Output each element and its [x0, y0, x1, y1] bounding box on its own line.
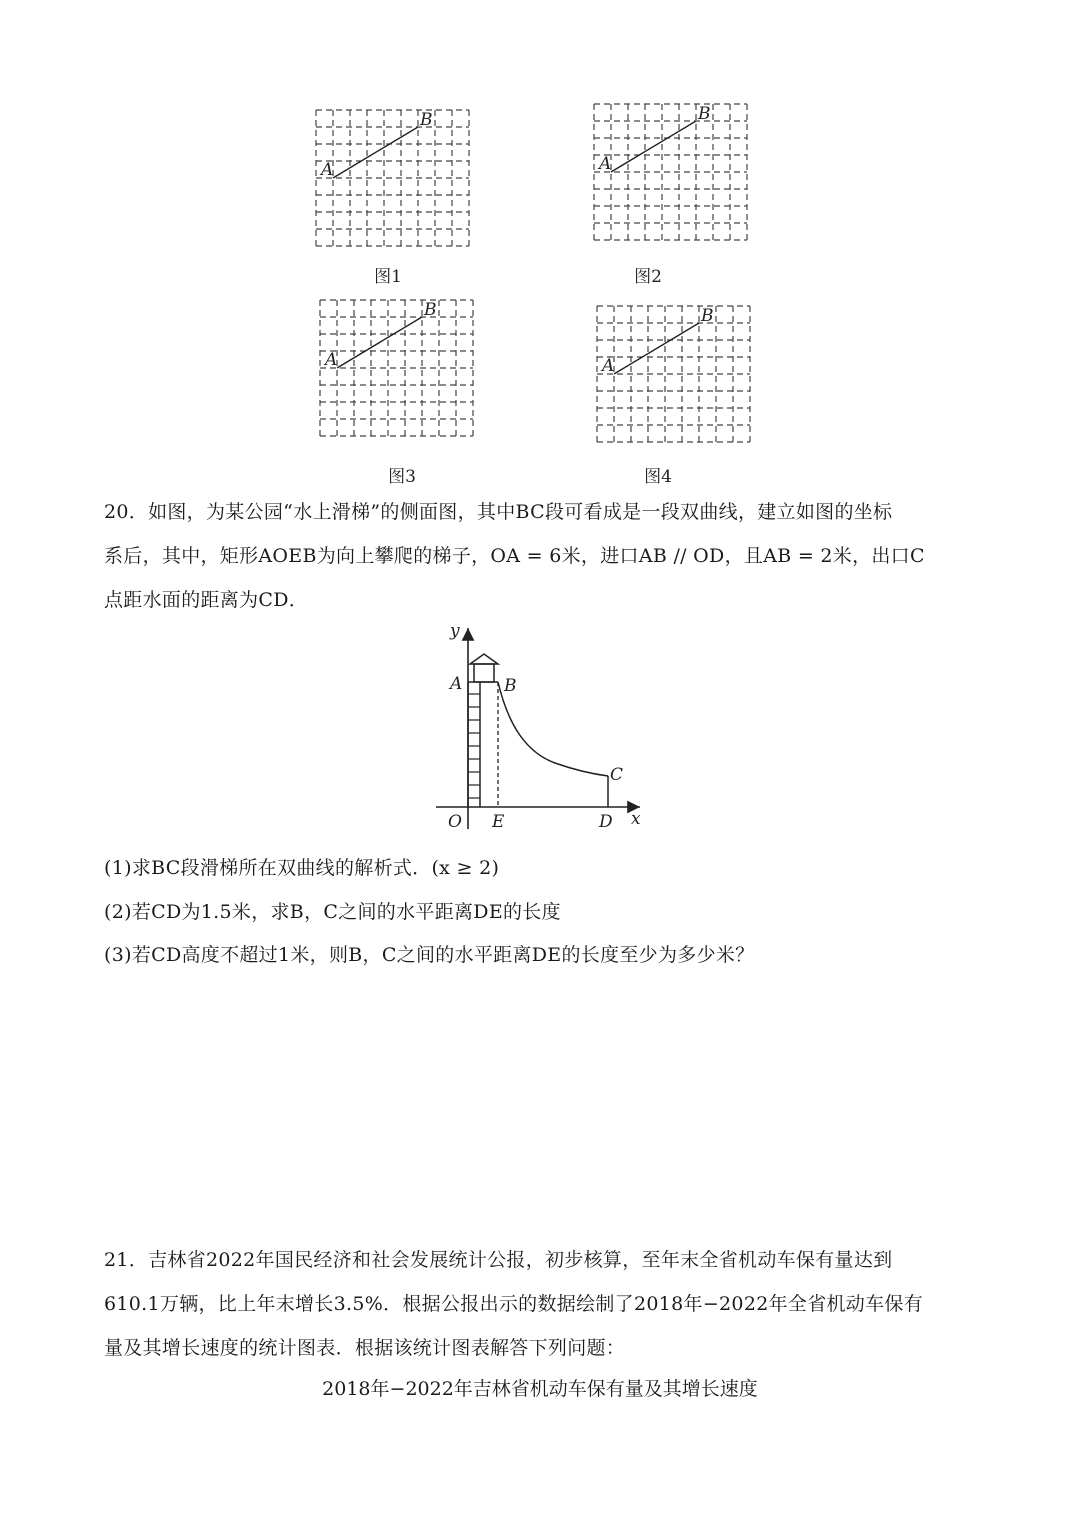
grid-figure-4	[593, 302, 763, 454]
figure-caption-1: 图1	[374, 267, 402, 287]
grid-figure-2	[590, 100, 760, 252]
label-b: B	[504, 676, 517, 696]
q20-sub-2: (2)若CD为1.5米，求B，C之间的水平距离DE的长度	[104, 901, 561, 923]
q21-number: 21．	[104, 1249, 149, 1271]
q21-line-2: 610.1万辆，比上年末增长3.5%．根据公报出示的数据绘制了2018年−2022年全省机动车保有	[104, 1293, 923, 1315]
q21-line-1	[104, 1238, 984, 1282]
q20-line-3: 点距水面的距离为CD．	[104, 589, 309, 611]
dashed-grid	[316, 110, 469, 246]
chart-title: 2018年−2022年吉林省机动车保有量及其增长速度	[322, 1378, 758, 1400]
figure-caption-3: 图3	[388, 467, 416, 487]
label-y: y	[450, 621, 460, 641]
label-e: E	[492, 812, 505, 832]
label-b: B	[698, 104, 711, 124]
q20-number: 20．	[104, 501, 149, 523]
tower-cabin	[474, 664, 494, 682]
q21-line1-text: 吉林省2022年国民经济和社会发展统计公报，初步核算，至年末全省机动车保有量达到	[148, 1249, 893, 1271]
q20-sub-3: (3)若CD高度不超过1米，则B，C之间的水平距离DE的长度至少为多少米？	[104, 944, 755, 966]
tower-roof	[470, 654, 498, 664]
label-a: A	[599, 154, 612, 174]
segment-ab	[337, 317, 422, 368]
label-x: x	[631, 809, 641, 829]
segment-ab	[333, 127, 418, 178]
q21-text	[104, 1238, 984, 1370]
label-a: A	[450, 674, 463, 694]
label-b: B	[701, 306, 714, 326]
q20-line1-text: 如图，为某公园“水上滑梯”的侧面图，其中BC段可看成是一段双曲线，建立如图的坐标	[148, 501, 893, 523]
figure-caption-2: 图2	[634, 267, 662, 287]
figure-caption-4: 图4	[644, 467, 672, 487]
dashed-grid	[320, 300, 473, 436]
label-a: A	[325, 350, 338, 370]
label-a: A	[602, 356, 615, 376]
label-o: O	[448, 812, 462, 832]
grid-figure-1	[312, 106, 482, 258]
label-c: C	[610, 765, 624, 785]
grid-figure-3	[316, 296, 486, 448]
q20-line-2: 系后，其中，矩形AOEB为向上攀爬的梯子，OA = 6米，进口AB // OD，且AB = 2米，出口C	[104, 545, 925, 567]
segment-ab	[611, 121, 696, 172]
hyperbola-bc	[498, 682, 608, 776]
label-a: A	[321, 160, 334, 180]
q20-line-1	[104, 490, 984, 534]
label-b: B	[420, 110, 433, 130]
q21-line-3: 量及其增长速度的统计图表．根据该统计图表解答下列问题：	[104, 1337, 626, 1359]
dashed-grid	[597, 306, 750, 442]
dashed-grid	[594, 104, 747, 240]
q20-text	[104, 490, 984, 622]
segment-ab	[614, 323, 699, 374]
label-d: D	[599, 812, 613, 832]
label-b: B	[424, 300, 437, 320]
slide-diagram	[428, 614, 658, 836]
q20-sub-1: (1)求BC段滑梯所在双曲线的解析式．(x ≥ 2)	[104, 857, 500, 879]
